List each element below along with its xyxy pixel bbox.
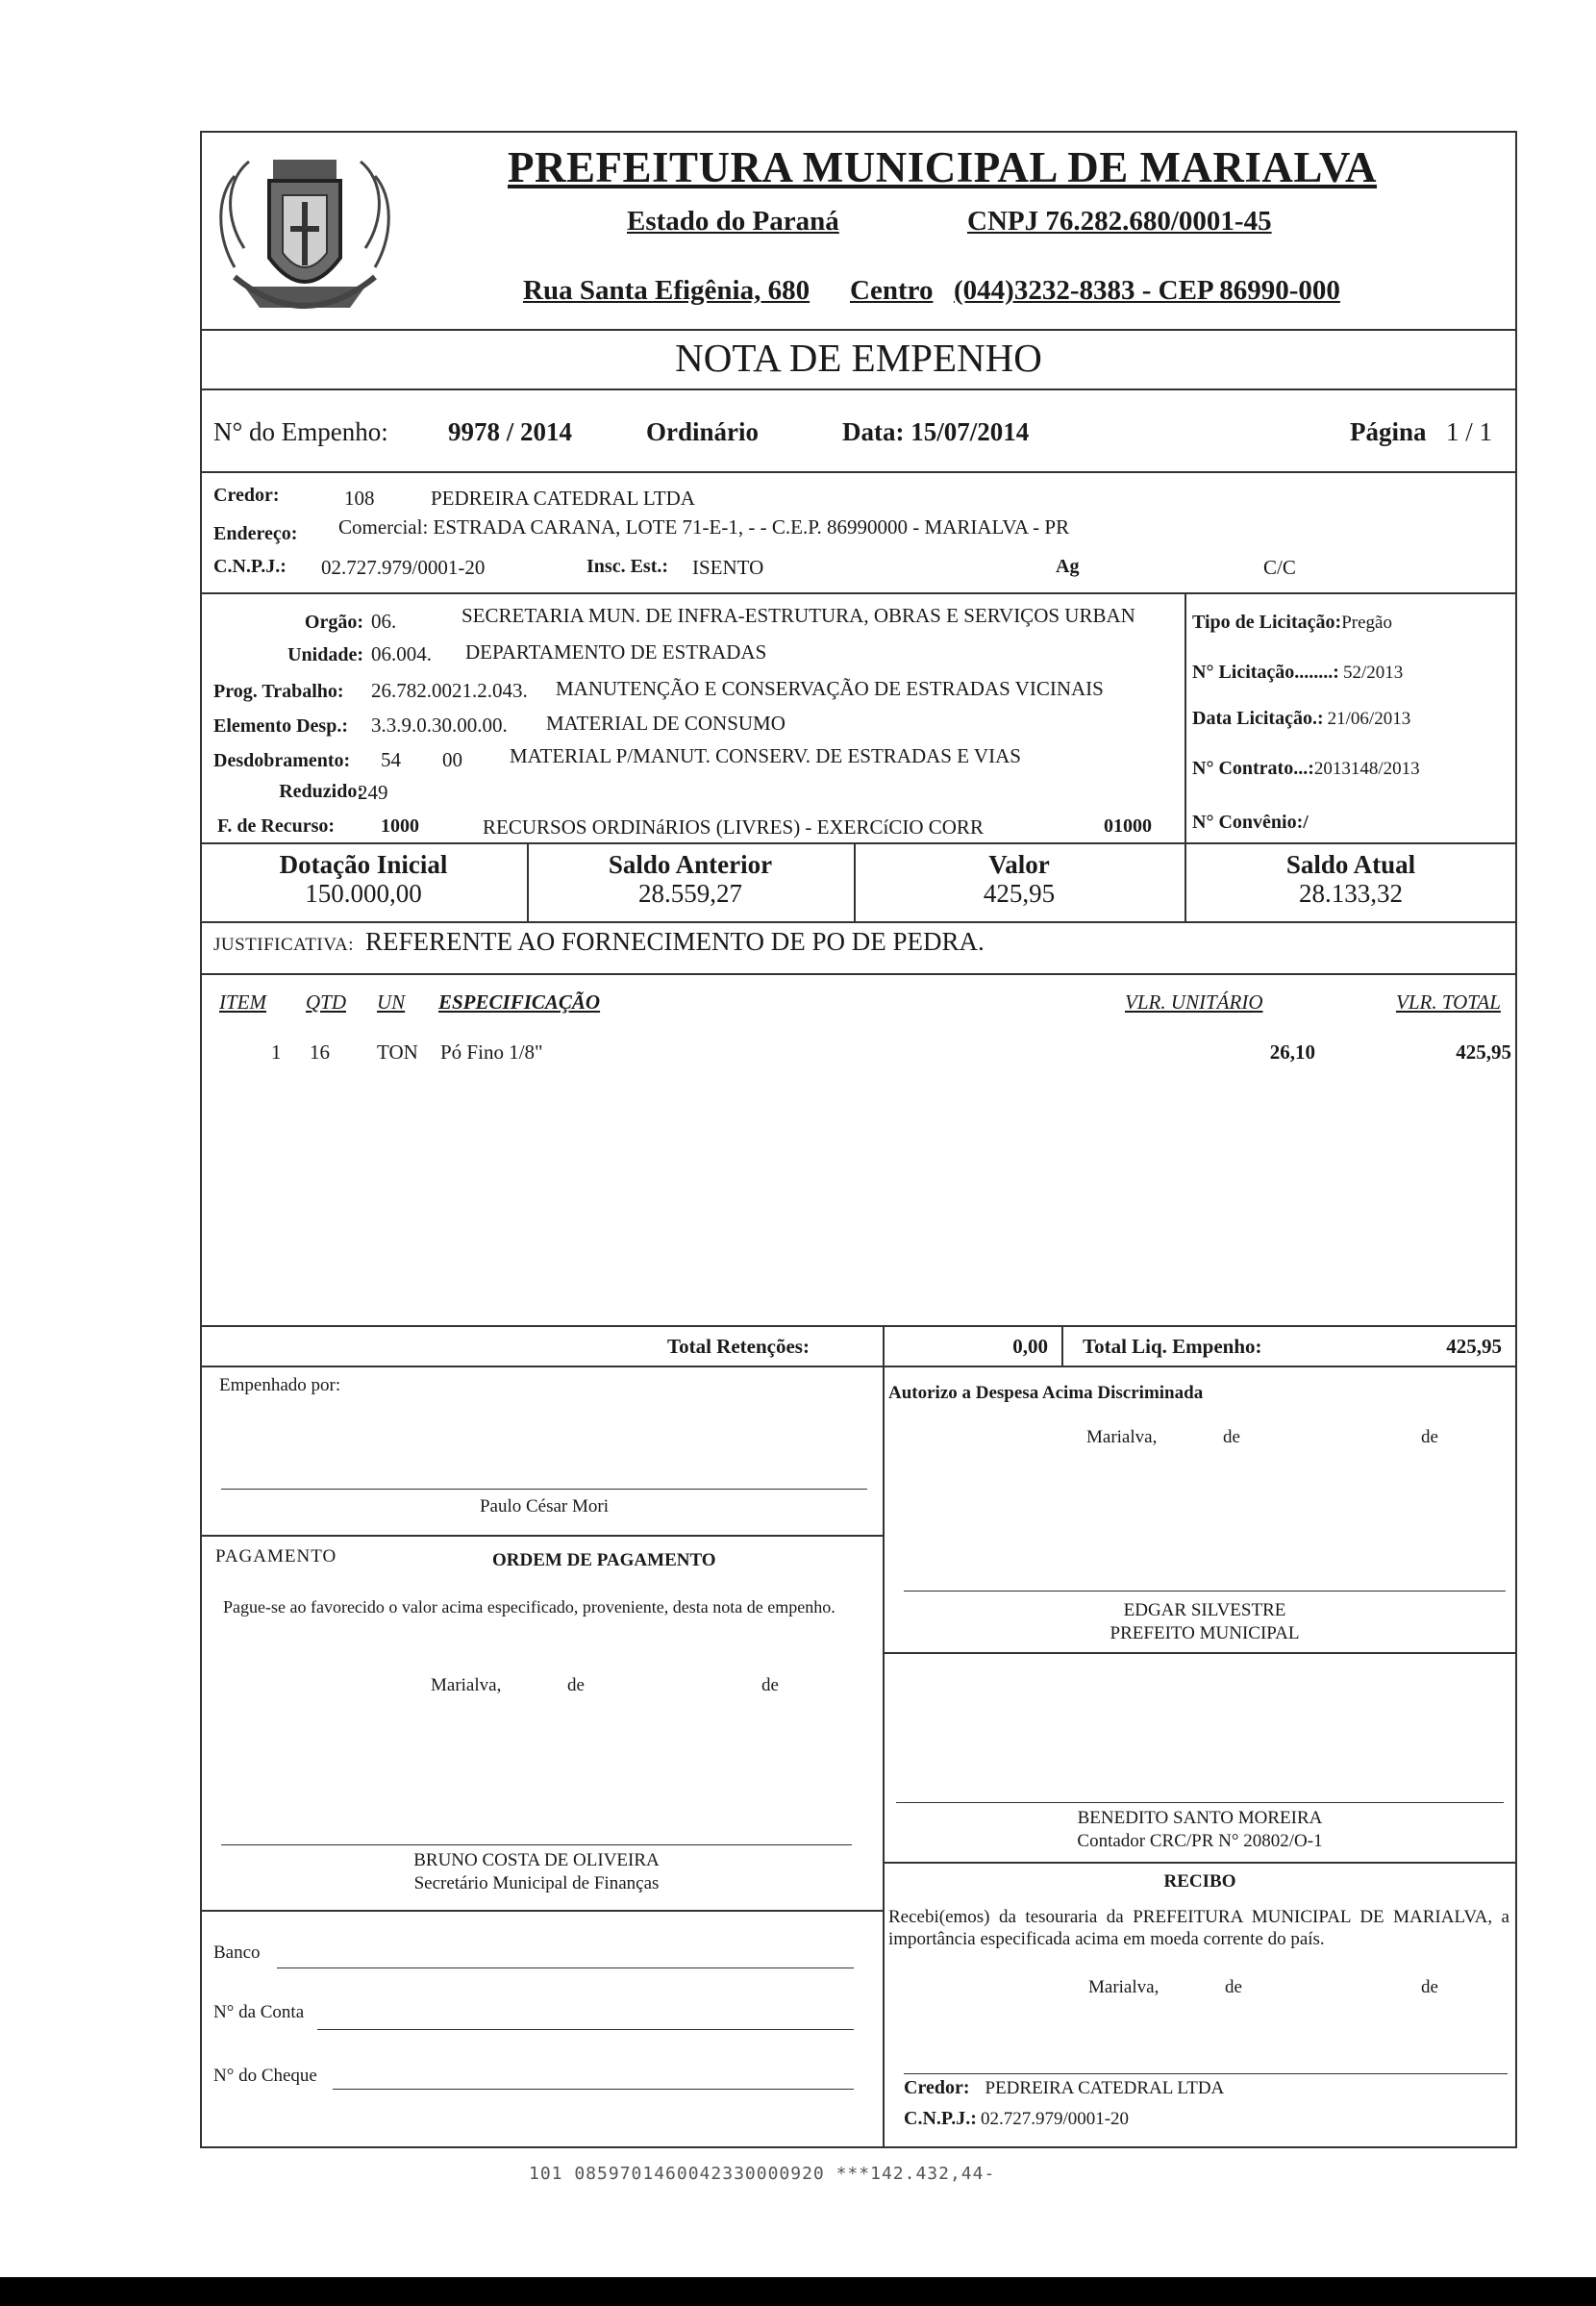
contador-name: BENEDITO SANTO MOREIRA [1077,1808,1323,1828]
tipo-licitacao [1192,612,1392,634]
prefeitura-title: PREFEITURA MUNICIPAL DE MARIALVA [507,143,1378,191]
document-title: NOTA DE EMPENHO [675,336,1042,380]
cnpj-label: C.N.P.J.: [213,556,287,577]
liq-value: 425,95 [1446,1335,1502,1358]
recibo-text: Recebi(emos) da tesouraria da PREFEITURA MUNICIPAL DE MARIALVA, a importância especificada acima em moeda corrente do país. [888,1907,1509,1949]
empenho-type: Ordinário [646,417,760,446]
divider [200,329,1517,331]
insc-value: ISENTO [692,556,764,579]
desdobramento-label: Desdobramento: [213,750,351,771]
autorizo-de-1: de [1223,1427,1240,1447]
prefeito-name: EDGAR SILVESTRE [1123,1600,1286,1620]
recibo-credor-name: PEDREIRA CATEDRAL LTDA [985,2078,1225,2098]
autorizo-de-2: de [1421,1427,1438,1447]
endereco-label: Endereço: [213,523,298,544]
signature-line [904,2073,1508,2074]
col-qtd: QTD [306,990,347,1014]
pagamento-de-1: de [567,1675,585,1695]
pagamento-marialva: Marialva, [431,1675,502,1695]
recurso-label: F. de Recurso: [217,815,336,837]
secretario-name: BRUNO COSTA DE OLIVEIRA [413,1850,660,1870]
saldo-atual-value: 28.133,32 [1299,879,1403,908]
desdobramento-a: 54 [381,748,401,771]
orgao-label: Orgão: [304,612,363,633]
street-address: Rua Santa Efigênia, 680 [523,275,810,306]
signature-line [221,1844,852,1845]
secretario-title: Secretário Municipal de Finanças [413,1873,660,1893]
recibo-de-2: de [1421,1977,1438,1997]
signature-line [904,1591,1506,1592]
autorizo-text: Autorizo a Despesa Acima Discriminada [888,1383,1204,1403]
prefeito-title: PREFEITO MUNICIPAL [1110,1623,1300,1643]
credor-code: 108 [344,487,375,510]
recibo-title: RECIBO [1163,1871,1236,1892]
recurso-code: 01000 [1104,815,1152,837]
divider [200,1366,1517,1367]
district: Centro [850,275,934,306]
scan-border [0,2277,1596,2306]
cheque-label: N° do Cheque [213,2066,317,2086]
desdobramento-b: 00 [442,748,462,771]
unidade-desc: DEPARTAMENTO DE ESTRADAS [465,640,767,664]
valor-value: 425,95 [983,879,1056,908]
tipo-licitacao-value: Pregão [1341,613,1392,633]
liq-label: Total Liq. Empenho: [1083,1335,1262,1358]
justificativa-label: JUSTIFICATIVA: [213,935,355,955]
cheque-line [333,2089,854,2090]
data-licitacao-label: Data Licitação.: [1192,708,1324,729]
item-total: 425,95 [1456,1040,1511,1064]
recibo-credor-label: Credor: [904,2077,970,2098]
divider [883,1325,885,2148]
recurso-desc: RECURSOS ORDINáRIOS (LIVRES) - EXERCíCIO CORR [483,815,984,839]
data-licitacao [1192,708,1410,730]
credor-name: PEDREIRA CATEDRAL LTDA [431,487,695,510]
divider [200,1325,1517,1327]
orgao-value: 06. [371,610,397,633]
bank-authentication-stamp: 101 0859701460042330000920 ***142.432,44- [529,2164,996,2184]
conta-label: N° da Conta [213,2002,305,2022]
banco-label: Banco [213,1943,261,1963]
item-number: 1 [271,1040,282,1064]
conta-corrente-label: C/C [1263,556,1296,579]
reduzido-label: Reduzido: [279,781,363,802]
page-label: Página [1350,417,1427,446]
col-item: ITEM [219,990,266,1014]
item-spec: Pó Fino 1/8" [440,1040,543,1064]
pagamento-de-2: de [761,1675,779,1695]
divider [883,1652,1517,1654]
elemento-value: 3.3.9.0.30.00.00. [371,714,508,737]
item-qtd: 16 [310,1040,330,1064]
recibo-marialva: Marialva, [1088,1977,1160,1997]
retencoes-label: Total Retenções: [667,1335,810,1358]
credor-cnpj: 02.727.979/0001-20 [321,556,486,579]
elemento-label: Elemento Desp.: [213,715,348,737]
reduzido-value: 249 [358,781,388,804]
signature-line [221,1489,867,1490]
state-name: Estado do Paraná [627,206,839,237]
unidade-value: 06.004. [371,642,432,665]
col-vlr-unitario: VLR. UNITÁRIO [1125,990,1263,1014]
conta-line [317,2029,854,2030]
divider [200,471,1517,473]
endereco-value: Comercial: ESTRADA CARANA, LOTE 71-E-1, - - C.E.P. 86990000 - MARIALVA - PR [338,515,1070,539]
dotacao-label: Dotação Inicial [279,850,448,879]
recurso-value: 1000 [381,815,419,837]
col-un: UN [377,990,406,1014]
pagamento-label: PAGAMENTO [215,1546,337,1567]
divider [1185,592,1186,842]
data-licitacao-value: 21/06/2013 [1327,709,1411,729]
divider [200,921,1517,923]
divider [200,842,1517,844]
prog-label: Prog. Trabalho: [213,681,344,702]
recibo-cnpj-value: 02.727.979/0001-20 [980,2109,1130,2129]
prog-desc: MANUTENÇÃO E CONSERVAÇÃO DE ESTRADAS VICINAIS [556,677,1104,700]
divider [200,1910,883,1912]
ordem-pagamento-label: ORDEM DE PAGAMENTO [492,1550,716,1570]
empenho-date: Data: 15/07/2014 [842,417,1030,446]
contrato-value: 2013148/2013 [1313,759,1420,779]
autorizo-marialva: Marialva, [1086,1427,1158,1447]
divider [1061,1325,1063,1366]
item-un: TON [377,1040,418,1064]
valor-label: Valor [988,850,1050,879]
justificativa-text: REFERENTE AO FORNECIMENTO DE PO DE PEDRA. [365,927,985,956]
contrato [1192,758,1420,780]
empenho-number-label: N° do Empenho: [213,417,388,446]
divider [200,1535,883,1537]
numero-licitacao-value: 52/2013 [1342,663,1404,683]
unidade-label: Unidade: [287,644,363,665]
divider [200,389,1517,390]
phone-cep: (044)3232-8383 - CEP 86990-000 [954,275,1340,306]
item-unit-price: 26,10 [1269,1040,1315,1064]
saldo-anterior-label: Saldo Anterior [608,850,773,879]
recibo-de-1: de [1225,1977,1242,1997]
col-especificacao: ESPECIFICAÇÃO [438,990,601,1014]
dotacao-value: 150.000,00 [305,879,422,908]
recibo-cnpj [904,2108,1129,2130]
divider [200,592,1517,594]
recibo-cnpj-label: C.N.P.J.: [904,2108,977,2129]
elemento-desc: MATERIAL DE CONSUMO [546,712,786,735]
contrato-label: N° Contrato...: [1192,758,1314,779]
empenho-number: 9978 / 2014 [448,417,573,446]
divider [200,973,1517,975]
saldo-anterior-value: 28.559,27 [638,879,742,908]
numero-licitacao-label: N° Licitação........: [1192,662,1339,683]
recibo-credor [904,2077,1224,2099]
desdobramento-desc: MATERIAL P/MANUT. CONSERV. DE ESTRADAS E VIAS [510,744,1021,767]
credor-label: Credor: [213,485,280,506]
retencoes-value: 0,00 [1012,1335,1048,1358]
page-number: 1 / 1 [1446,417,1493,446]
col-vlr-total: VLR. TOTAL [1396,990,1501,1014]
prog-value: 26.782.0021.2.043. [371,679,528,702]
numero-licitacao [1192,662,1403,684]
convenio-label: N° Convênio:/ [1192,812,1309,833]
tipo-licitacao-label: Tipo de Licitação: [1192,612,1342,633]
agencia-label: Ag [1056,556,1080,577]
orgao-desc: SECRETARIA MUN. DE INFRA-ESTRUTURA, OBRAS E SERVIÇOS URBAN [461,604,1135,627]
divider [883,1862,1517,1864]
cnpj-header: CNPJ 76.282.680/0001-45 [967,206,1272,237]
contador-title: Contador CRC/PR N° 20802/O-1 [1077,1831,1323,1851]
empenhado-por-label: Empenhado por: [219,1375,341,1395]
signature-line [896,1802,1504,1803]
empenhado-por-name: Paulo César Mori [479,1496,610,1516]
insc-label: Insc. Est.: [586,556,669,577]
pague-se-text: Pague-se ao favorecido o valor acima especificado, proveniente, desta nota de empenho. [223,1597,835,1617]
saldo-atual-label: Saldo Atual [1285,850,1416,879]
